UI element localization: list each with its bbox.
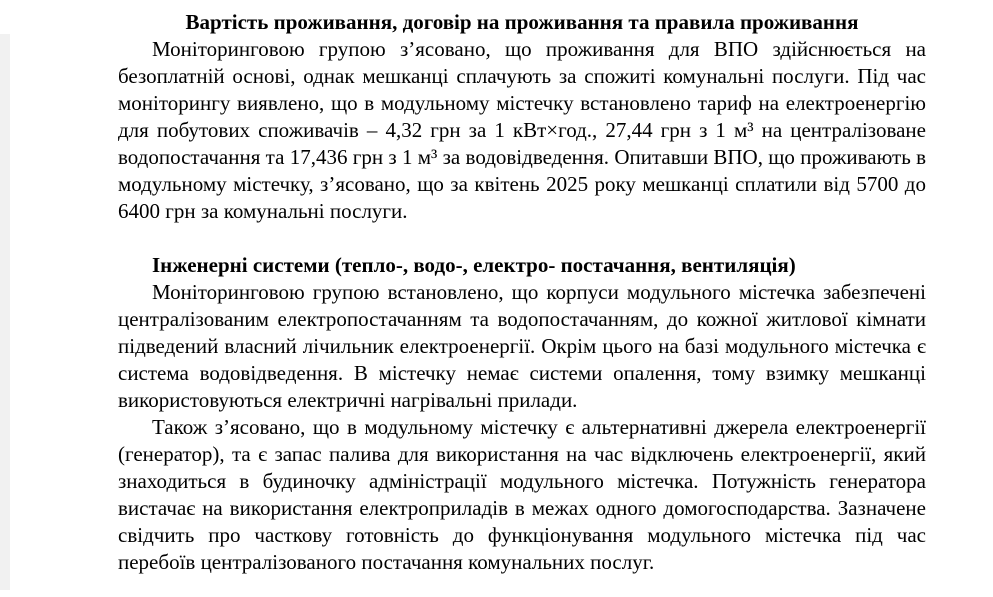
page-edge-shadow bbox=[0, 34, 10, 590]
paragraph-engineering-systems-generator: Також з’ясовано, що в модульному містечку є альтернативні джерела електроенергії (генератор), та є запас палива для використання на час відключень електроенергії, який знаходиться в будиночку адміністрації модульного містечка. Потужність генератора вистачає на використання електроприладів в межах одного домогосподарства. Зазначене свідчить про часткову готовність до функціонування модульного містечка під час перебоїв централізованого постачання комунальних послуг. bbox=[118, 415, 926, 574]
paragraph-cost-of-living: Моніторинговою групою з’ясовано, що проживання для ВПО здійснюється на безоплатній основі, однак мешканці сплачують за спожиті комунальні послуги. Під час моніторингу виявлено, що в модульному містечку встановлено тариф на електроенергію для побутових споживачів – 4,32 грн за 1 кВт×год., 27,44 грн з 1 м³ на централізоване водопостачання та 17,436 грн з 1 м³ за водовідведення. Опитавши ВПО, що проживають в модульному містечку, з’ясовано, що за квітень 2025 року мешканці сплатили від 5700 до 6400 грн за комунальні послуги. bbox=[118, 37, 926, 223]
section-title-cost-of-living: Вартість проживання, договір на проживання та правила проживання bbox=[185, 10, 859, 34]
document-page bbox=[118, 9, 926, 576]
paragraph-engineering-systems-utilities: Моніторинговою групою встановлено, що корпуси модульного містечка забезпечені централізованим електропостачанням та водопостачанням, до кожної житлової кімнати підведений власний лічильник електроенергії. Окрім цього на базі модульного містечка є система водовідведення. В містечку немає системи опалення, тому взимку мешканці використовуються електричні нагрівальні прилади. bbox=[118, 280, 926, 412]
section-title-engineering-systems: Інженерні системи (тепло-, водо-, електро- постачання, вентиляція) bbox=[152, 253, 796, 277]
